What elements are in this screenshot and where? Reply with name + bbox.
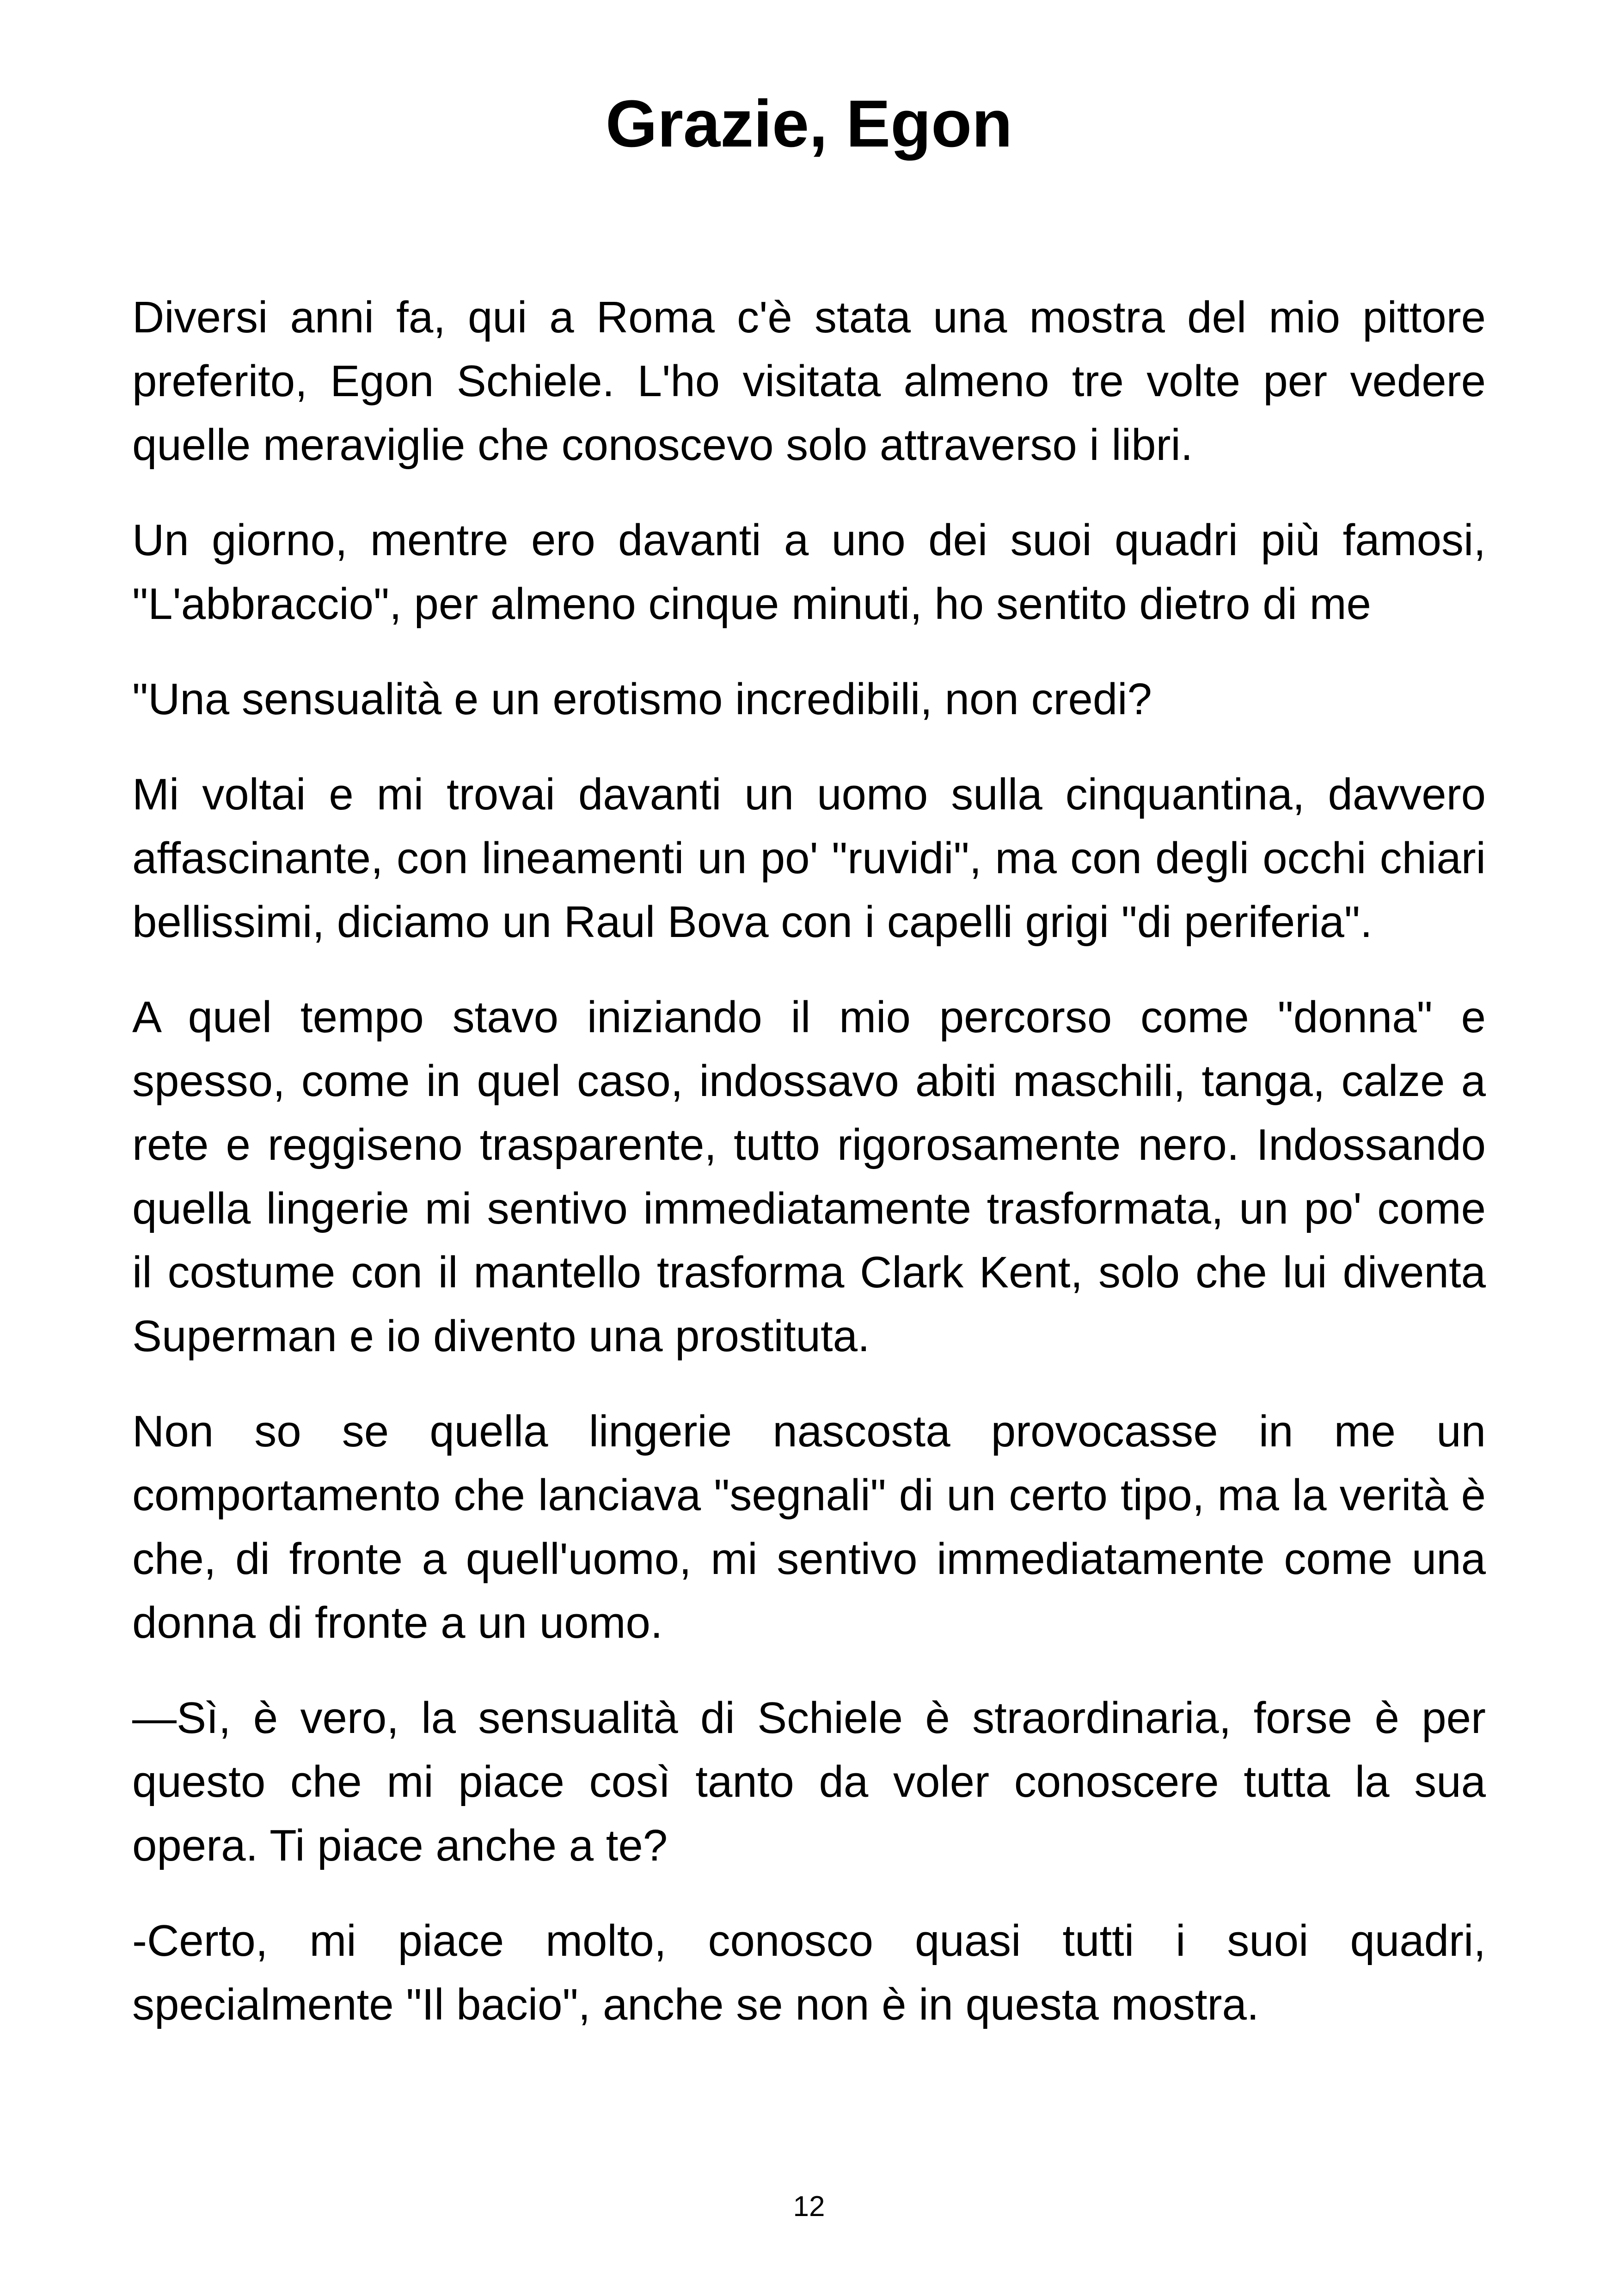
paragraph-3: "Una sensualità e un erotismo incredibili, non credi? [132, 674, 1152, 724]
chapter-body [132, 286, 1486, 2068]
paragraph-5: A quel tempo stavo iniziando il mio percorso come "donna" e spesso, come in quel caso, indossavo abiti maschili, tanga, calze a rete e reggiseno trasparente, tutto rigorosamente nero. Indossando quella lingerie mi sentivo immediatamente trasformata, un po' come il costume con il mantello trasforma Clark Kent, solo che lui diventa Superman e io divento una prostituta. [132, 992, 1486, 1361]
paragraph-4: Mi voltai e mi trovai davanti un uomo sulla cinquantina, davvero affascinante, con lineamenti un po' "ruvidi", ma con degli occhi chiari bellissimi, diciamo un Raul Bova con i capelli grigi "di periferia". [132, 770, 1486, 947]
paragraph-7: —Sì, è vero, la sensualità di Schiele è straordinaria, forse è per questo che mi piace così tanto da voler conoscere tutta la sua opera. Ti piace anche a te? [132, 1693, 1486, 1870]
paragraph-8: -Certo, mi piace molto, conosco quasi tutti i suoi quadri, specialmente "Il bacio", anche se non è in questa mostra. [132, 1916, 1486, 2029]
chapter-title: Grazie, Egon [605, 86, 1013, 161]
page-number: 12 [793, 2191, 825, 2223]
paragraph-6: Non so se quella lingerie nascosta provocasse in me un comportamento che lanciava "segnali" di un certo tipo, ma la verità è che, di fronte a quell'uomo, mi sentivo immediatamente come una donna di fronte a un uomo. [132, 1407, 1486, 1647]
paragraph-1: Diversi anni fa, qui a Roma c'è stata una mostra del mio pittore preferito, Egon Schiele. L'ho visitata almeno tre volte per vedere quelle meraviglie che conoscevo solo attraverso i libri. [132, 293, 1486, 470]
paragraph-2: Un giorno, mentre ero davanti a uno dei suoi quadri più famosi, "L'abbraccio", per almeno cinque minuti, ho sentito dietro di me [132, 515, 1486, 629]
